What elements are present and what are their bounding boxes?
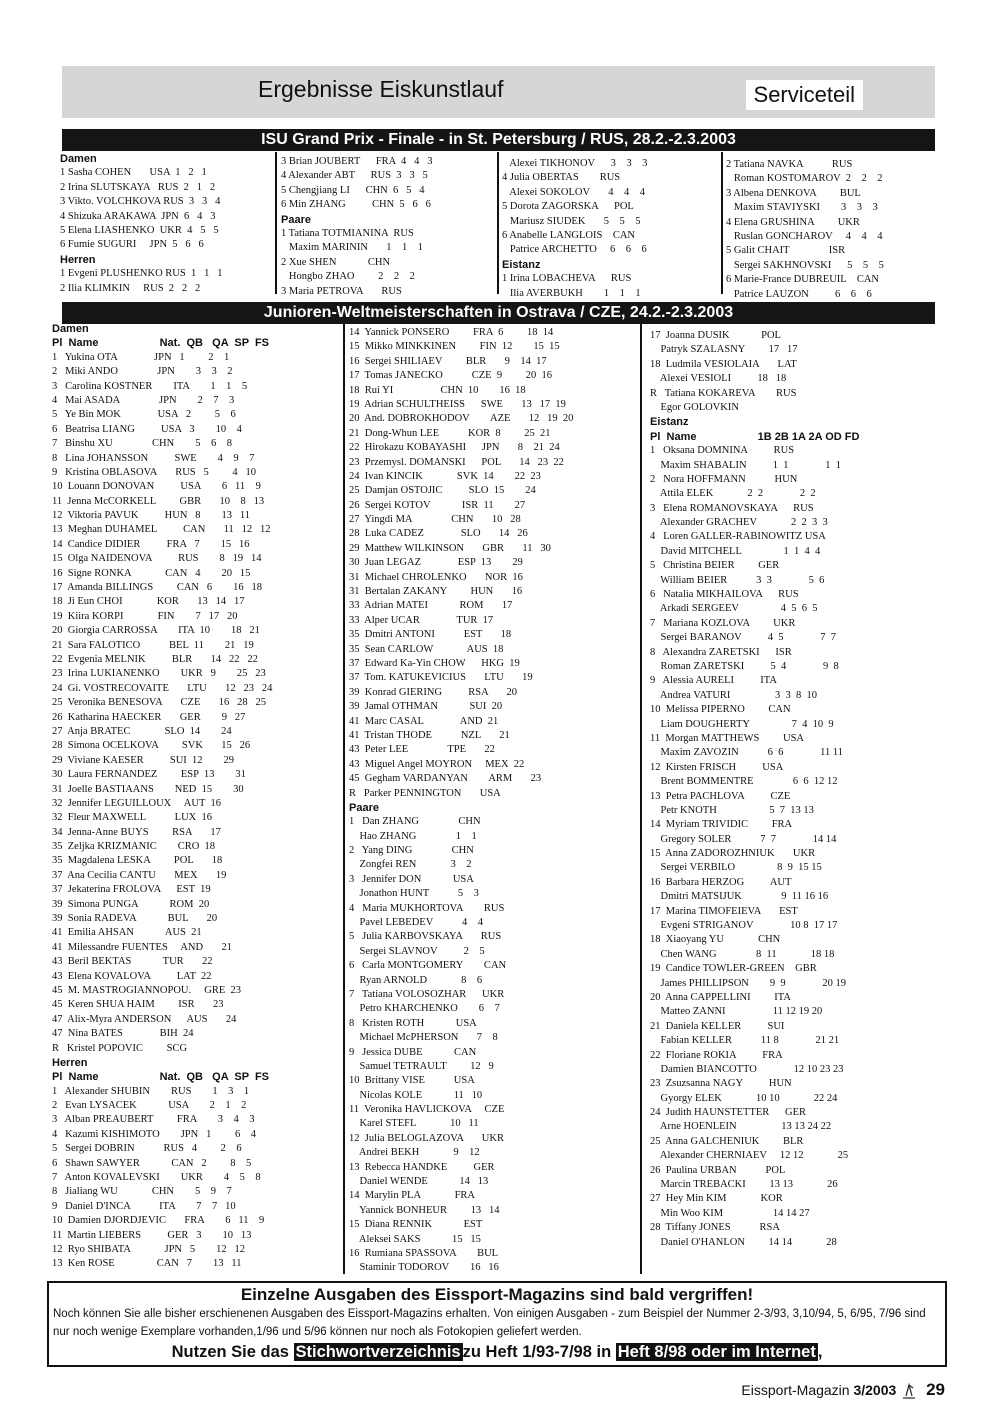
result-row: 24 Gi. VOSTRECOVAITE LTU 12 23 24: [52, 682, 273, 694]
result-row: 6 Fumie SUGURI JPN 5 6 6: [60, 239, 204, 251]
category-heading: Herren: [60, 253, 96, 266]
result-row: 28 Tiffany JONES RSA: [650, 1222, 780, 1234]
result-row: 3 Alban PREAUBERT FRA 3 4 3: [52, 1114, 255, 1126]
gp-column-1: [60, 152, 275, 296]
result-row: R Tatiana KOKAREVA RUS: [650, 387, 797, 399]
result-row: 30 Juan LEGAZ ESP 13 29: [349, 557, 523, 569]
result-row: 7 Tatiana VOLOSOZHAR UKR: [349, 988, 505, 1000]
result-row: 23 Przemysl. DOMANSKI POL 14 23 22: [349, 456, 564, 468]
result-row: 7 Mariana KOZLOVA UKR: [650, 617, 796, 629]
result-row: 7 Binshu XU CHN 5 6 8: [52, 438, 232, 450]
result-row: 22 Hirokazu KOBAYASHI JPN 8 21 24: [349, 442, 560, 454]
result-row: Hao ZHANG 1 1: [349, 830, 477, 842]
result-row: 5 Julia KARBOVSKAYA RUS: [349, 931, 502, 943]
result-row: 23 Zsuzsanna NAGY HUN: [650, 1078, 792, 1090]
result-row: 24 Judith HAUNSTETTER GER: [650, 1107, 807, 1119]
result-row: Alexander GRACHEV 2 2 3 3: [650, 517, 828, 529]
result-row: 6 Beatrisa LIANG USA 3 10 4: [52, 423, 242, 435]
result-row: James PHILLIPSON 9 9 20 19: [650, 977, 846, 989]
result-row: 1 Alexander SHUBIN RUS 1 3 1: [52, 1085, 250, 1097]
result-row: 30 Laura FERNANDEZ ESP 13 31: [52, 769, 246, 781]
result-row: 1 Yukina OTA JPN 1 2 1: [52, 351, 230, 363]
result-row: 24 Ivan KINCIK SVK 14 22 23: [349, 470, 541, 482]
column-divider: [275, 152, 277, 294]
result-row: Damien BIANCOTTO 12 10 23 23: [650, 1063, 844, 1075]
result-row: 15 Anna ZADOROZHNIUK UKR: [650, 848, 816, 860]
jwm-column-2: [349, 326, 637, 1276]
result-row: 13 Petra PACHLOVA CZE: [650, 790, 791, 802]
result-row: 37 Ana Cecilia CANTU MEX 19: [52, 869, 227, 881]
result-row: 35 Zeljka KRIZMANIC CRO 18: [52, 841, 216, 853]
result-row: 2 Ilia KLIMKIN RUS 2 2 2: [60, 282, 201, 294]
result-row: 20 And. DOBROKHODOV AZE 12 19 20: [349, 413, 574, 425]
notice-callout: [49, 1343, 945, 1362]
result-row: 1 Dan ZHANG CHN: [349, 816, 481, 828]
result-row: 10 Melissa PIPERNO CAN: [650, 704, 791, 716]
gp-column-2: [281, 155, 496, 299]
result-row: 12 Ryo SHIBATA JPN 5 12 12: [52, 1244, 246, 1255]
page-title: Ergebnisse Eiskunstlauf: [258, 76, 504, 102]
result-row: Evgeni STRIGANOV 10 8 17 17: [650, 920, 838, 932]
result-row: 16 Sergei SHILIAEV BLR 9 14 17: [349, 355, 547, 367]
result-row: 29 Matthew WILKINSON GBR 11 30: [349, 542, 551, 554]
result-row: 1 Evgeni PLUSHENKO RUS 1 1 1: [60, 268, 223, 280]
result-row: Sergei BARANOV 4 5 7 7: [650, 632, 836, 644]
result-row: 10 Damien DJORDJEVIC FRA 6 11 9: [52, 1215, 265, 1227]
result-row: 41 Emilia AHSAN AUS 21: [52, 927, 202, 939]
notice-title: Einzelne Ausgaben des Eissport-Magazins sind bald vergriffen!: [240, 1285, 754, 1304]
result-row: William BEIER 3 3 5 6: [650, 574, 825, 586]
callout-highlight: Stichwortverzeichnis: [295, 1343, 461, 1361]
result-row: 4 Kazumi KISHIMOTO JPN 1 6 4: [52, 1128, 256, 1140]
result-row: 25 Anna GALCHENIUK BLR: [650, 1135, 804, 1147]
result-row: 2 Xue SHEN CHN: [281, 256, 391, 268]
result-row: 1 Tatiana TOTMIANINA RUS: [281, 227, 414, 239]
result-row: 21 Dong-Whun LEE KOR 8 25 21: [349, 427, 551, 439]
result-row: 1 Oksana DOMNINA RUS: [650, 445, 795, 457]
result-row: 21 Daniela KELLER SUI: [650, 1020, 785, 1032]
result-row: 43 Miguel Angel MOYRON MEX 22: [349, 758, 525, 770]
result-row: Maxim SHABALIN 1 1 1 1: [650, 459, 842, 471]
result-row: 37 Tom. KATUKEVICIUS LTU 19: [349, 672, 533, 684]
result-row: 37 Jekaterina FROLOVA EST 19: [52, 884, 211, 896]
result-row: R Parker PENNINGTON USA: [349, 787, 501, 799]
result-row: 18 Ji Eun CHOI KOR 13 14 17: [52, 596, 245, 608]
result-row: Alexei SOKOLOV 4 4 4: [502, 186, 646, 198]
result-row: Pavel LEBEDEV 4 4: [349, 917, 483, 929]
column-divider: [640, 324, 642, 1274]
result-row: 41 Marc CASAL AND 21: [349, 715, 499, 727]
result-row: 6 Marie-France DUBREUIL CAN: [726, 274, 879, 286]
result-row: 15 Olga NAIDENOVA RUS 8 19 14: [52, 553, 262, 565]
result-row: 12 Julia BELOGLAZOVA UKR: [349, 1132, 504, 1144]
result-row: Marcin TREBACKI 13 13 26: [650, 1179, 838, 1191]
result-row: 45 M. MASTROGIANNOPOU. GRE 23: [52, 984, 242, 996]
callout-text: ,: [817, 1343, 823, 1361]
result-row: 6 Anabelle LANGLOIS CAN: [502, 229, 635, 241]
result-row: 8 Jialiang WU CHN 5 9 7: [52, 1186, 232, 1198]
category-heading: Eistanz: [502, 258, 541, 271]
result-row: 4 Shizuka ARAKAWA JPN 6 4 3: [60, 210, 216, 222]
result-row: Patrice LAUZON 6 6 6: [726, 288, 872, 300]
result-row: Sergei VERBILO 8 9 15 15: [650, 862, 822, 874]
result-row: Andrei BEKH 9 12: [349, 1147, 480, 1159]
result-row: 3 Jennifer DON USA: [349, 873, 474, 885]
result-row: 35 Dmitri ANTONI EST 18: [349, 629, 512, 641]
result-row: Alexei VESIOLI 18 18: [650, 373, 787, 385]
result-row: Min Woo KIM 14 14 27: [650, 1207, 810, 1219]
result-row: 25 Veronika BENESOVA CZE 16 28 25: [52, 697, 266, 709]
skater-logo-icon: [900, 1382, 918, 1400]
column-divider: [497, 152, 499, 294]
result-row: 28 Luka CADEZ SLO 14 26: [349, 528, 528, 540]
result-row: 39 Konrad GIERING RSA 20: [349, 686, 517, 698]
result-row: 3 Brian JOUBERT FRA 4 4 3: [281, 156, 433, 167]
result-row: 14 Myriam TRIVIDIC FRA: [650, 819, 793, 831]
callout-text: zu Heft 1/93-7/98 in: [462, 1343, 612, 1361]
result-row: Daniel WENDE 14 13: [349, 1176, 489, 1188]
result-row: 9 Daniel D'INCA ITA 7 7 10: [52, 1200, 236, 1212]
result-row: 17 Joanna DUSIK POL: [650, 330, 781, 341]
result-row: 16 Barbara HERZOG AUT: [650, 876, 792, 888]
result-row: 15 Diana RENNIK EST: [349, 1219, 483, 1231]
result-row: 26 Paulina URBAN POL: [650, 1164, 786, 1176]
column-divider: [343, 324, 345, 1274]
result-row: 5 Sergei DOBRIN RUS 4 2 6: [52, 1143, 242, 1155]
result-row: 5 Dorota ZAGORSKA POL: [502, 201, 634, 213]
result-row: Alexei TIKHONOV 3 3 3: [502, 158, 648, 169]
result-row: 4 Loren GALLER-RABINOWITZ USA: [650, 531, 826, 543]
result-row: 16 Signe RONKA CAN 4 20 15: [52, 567, 251, 579]
result-row: 43 Elena KOVALOVA LAT 22: [52, 970, 212, 982]
result-row: Petro KHARCHENKO 6 7: [349, 1003, 500, 1015]
jwm-column-1: [52, 322, 342, 1272]
result-row: 17 Tomas JANECKO CZE 9 20 16: [349, 370, 552, 382]
result-row: 41 Milessandre FUENTES AND 21: [52, 941, 232, 953]
gp-column-4: [726, 158, 946, 302]
result-row: 4 Maria MUKHORTOVA RUS: [349, 902, 505, 914]
result-row: 5 Christina BEIER GER: [650, 560, 780, 572]
callout-text: Nutzen Sie das: [171, 1343, 289, 1361]
result-row: 16 Rumiana SPASSOVA BUL: [349, 1248, 499, 1259]
back-issues-notice: [47, 1281, 947, 1367]
result-row: Brent BOMMENTRE 6 6 12 12: [650, 776, 838, 788]
result-row: 4 Mai ASADA JPN 2 7 3: [52, 394, 235, 406]
result-row: 12 Kirsten FRISCH USA: [650, 761, 784, 773]
result-row: Arkadi SERGEEV 4 5 6 5: [650, 603, 818, 615]
result-row: 11 Martin LIEBERS GER 3 10 13: [52, 1229, 252, 1241]
result-row: 32 Fleur MAXWELL LUX 16: [52, 812, 213, 824]
result-row: 27 Anja BRATEC SLO 14 24: [52, 725, 232, 737]
result-row: Ruslan GONCHAROV 4 4 4: [726, 230, 883, 242]
category-heading: Paare: [349, 801, 379, 814]
section-label: Serviceteil: [746, 80, 863, 110]
result-row: 6 Shawn SAWYER CAN 2 8 5: [52, 1157, 252, 1169]
result-row: 2 Nora HOFFMANN HUN: [650, 473, 798, 485]
result-row: Patryk SZALASNY 17 17: [650, 344, 798, 356]
result-row: 18 Rui YI CHN 10 16 18: [349, 384, 526, 396]
result-row: 5 Ye Bin MOK USA 2 5 6: [52, 409, 236, 421]
result-row: 43 Beril BEKTAS TUR 22: [52, 956, 213, 968]
column-divider: [721, 152, 723, 294]
result-row: Sergei SAKHNOVSKI 5 5 5: [726, 259, 884, 271]
gp-title-bar: ISU Grand Prix - Finale - in St. Petersburg / RUS, 28.2.-2.3.2003: [62, 129, 935, 151]
result-row: Yannick BONHEUR 13 14: [349, 1204, 500, 1216]
page-number: 29: [926, 1380, 945, 1399]
result-row: 2 Tatiana NAVKA RUS: [726, 159, 853, 170]
result-row: 5 Chengjiang LI CHN 6 5 4: [281, 184, 425, 196]
result-row: Fabian KELLER 11 8 21 21: [650, 1035, 840, 1047]
result-row: 9 Kristina OBLASOVA RUS 5 4 10: [52, 466, 256, 478]
column-header: Pl Name Nat. QB QA SP FS: [52, 337, 269, 350]
result-row: 25 Damjan OSTOJIC SLO 15 24: [349, 485, 536, 497]
result-row: 3 Maria PETROVA RUS: [281, 285, 402, 297]
result-row: 31 Joelle BASTIAANS NED 15 30: [52, 783, 244, 795]
result-row: Ilia AVERBUKH 1 1 1: [502, 287, 641, 299]
result-row: 4 Alexander ABT RUS 3 3 5: [281, 170, 428, 182]
result-row: 2 Yang DING CHN: [349, 845, 474, 857]
result-row: 13 Ken ROSE CAN 7 13 11: [52, 1258, 242, 1270]
result-row: Staminir TODOROV 16 16: [349, 1262, 499, 1274]
result-row: 19 Kiira KORPI FIN 7 17 20: [52, 610, 238, 622]
result-row: Samuel TETRAULT 12 9: [349, 1060, 494, 1072]
result-row: 45 Keren SHUA HAIM ISR 23: [52, 999, 224, 1011]
result-row: 5 Elena LIASHENKO UKR 4 5 5: [60, 224, 219, 236]
result-row: 19 Candice TOWLER-GREEN GBR: [650, 963, 817, 975]
result-row: 11 Morgan MATTHEWS USA: [650, 732, 804, 744]
magazine-name: Eissport-Magazin: [741, 1382, 850, 1398]
result-row: 26 Sergei KOTOV ISR 11 27: [349, 499, 526, 511]
result-row: 2 Miki ANDO JPN 3 3 2: [52, 366, 233, 378]
result-row: 19 Adrian SCHULTHEISS SWE 13 17 19: [349, 398, 566, 410]
result-row: 26 Katharina HAECKER GER 9 27: [52, 711, 246, 723]
column-header: Pl Name Nat. QB QA SP FS: [52, 1071, 269, 1084]
result-row: Jonathon HUNT 5 3: [349, 888, 479, 900]
result-row: 8 Alexandra ZARETSKI ISR: [650, 646, 792, 658]
result-row: Petr KNOTH 5 7 13 13: [650, 804, 814, 816]
jwm-title-bar: Junioren-Weltmeisterschaften in Ostrava / CZE, 24.2.-2.3.2003: [62, 302, 935, 324]
result-row: Roman KOSTOMAROV 2 2 2: [726, 173, 883, 185]
result-row: 2 Irina SLUTSKAYA RUS 2 1 2: [60, 181, 216, 193]
result-row: 15 Mikko MINKKINEN FIN 12 15 15: [349, 341, 560, 353]
category-heading: Damen: [60, 153, 97, 165]
result-row: 29 Viviane KAESER SUI 12 29: [52, 754, 235, 766]
notice-body: Noch können Sie alle bisher erschienenen Ausgaben des Eissport-Magazins erhalten. Von einigen Ausgaben - zum Beispiel der Nummer 2-3/93, 3,10/94, 5, 6/95, 7/96 sind nur noch wenige Exemplare vorhanden,1/96 und 5/96 können nur noch als Fotokopien geliefert werden.: [53, 1308, 926, 1338]
category-heading: Damen: [52, 323, 89, 335]
result-row: 14 Marylin PLA FRA: [349, 1190, 476, 1202]
result-row: 39 Sonia RADEVA BUL 20: [52, 913, 218, 925]
result-row: 13 Rebecca HANDKE GER: [349, 1161, 495, 1173]
result-row: 8 Lina JOHANSSON SWE 4 9 7: [52, 452, 255, 464]
category-heading: Eistanz: [650, 416, 689, 429]
result-row: 3 Elena ROMANOVSKAYA RUS: [650, 502, 814, 514]
result-row: Hongbo ZHAO 2 2 2: [281, 271, 415, 283]
result-row: 33 Adrian MATEI ROM 17: [349, 600, 513, 612]
result-row: 3 Vikto. VOLCHKOVA RUS 3 3 4: [60, 196, 221, 208]
result-row: 31 Bertalan ZAKANY HUN 16: [349, 586, 523, 598]
result-row: 11 Jenna McCORKELL GBR 10 8 13: [52, 495, 265, 507]
result-row: Maxim ZAVOZIN 6 6 11 11: [650, 747, 843, 759]
result-row: 6 Min ZHANG CHN 5 6 6: [281, 199, 431, 211]
result-row: 31 Michael CHROLENKO NOR 16: [349, 571, 523, 583]
result-row: 14 Yannick PONSERO FRA 6 18 14: [349, 327, 554, 338]
result-row: 8 Kristen ROTH USA: [349, 1017, 477, 1029]
result-row: 10 Louann DONOVAN USA 6 11 9: [52, 481, 261, 493]
header-banner: [62, 66, 935, 118]
result-row: Attila ELEK 2 2 2 2: [650, 488, 816, 500]
result-row: 33 Alper UCAR TUR 17: [349, 614, 494, 626]
result-row: Mariusz SIUDEK 5 5 5: [502, 215, 641, 227]
result-row: 9 Alessia AURELI ITA: [650, 675, 777, 687]
result-row: Ryan ARNOLD 8 6: [349, 974, 483, 986]
result-row: Patrice ARCHETTO 6 6 6: [502, 244, 647, 256]
result-row: 7 Anton KOVALEVSKI UKR 4 5 8: [52, 1172, 261, 1184]
result-row: Chen WANG 8 11 18 18: [650, 948, 835, 960]
result-row: 45 Gegham VARDANYAN ARM 23: [349, 773, 542, 785]
result-row: 47 Alix-Myra ANDERSON AUS 24: [52, 1013, 237, 1025]
result-row: 4 Julia OBERTAS RUS: [502, 172, 621, 184]
result-row: 5 Galit CHAIT ISR: [726, 245, 846, 257]
result-row: 39 Jamal OTHMAN SUI 20: [349, 701, 503, 713]
result-row: 13 Meghan DUHAMEL CAN 11 12 12: [52, 524, 271, 536]
result-row: 17 Marina TIMOFEIEVA EST: [650, 905, 798, 917]
result-row: 35 Magdalena LESKA POL 18: [52, 855, 223, 867]
result-row: 1 Sasha COHEN USA 1 2 1: [60, 167, 207, 179]
result-row: 17 Amanda BILLINGS CAN 6 16 18: [52, 582, 262, 594]
result-row: 4 Elena GRUSHINA UKR: [726, 216, 860, 228]
result-row: Michael McPHERSON 7 8: [349, 1032, 498, 1044]
result-row: 37 Edward Ka-Yin CHOW HKG 19: [349, 657, 520, 669]
result-row: 18 Ludmila VESIOLAIA LAT: [650, 358, 797, 370]
result-row: Gregory SOLER 7 7 14 14: [650, 833, 837, 845]
gp-column-3: [502, 157, 720, 301]
result-row: Roman ZARETSKI 5 4 9 8: [650, 660, 839, 672]
result-row: 27 Yingdi MA CHN 10 28: [349, 514, 521, 526]
result-row: 2 Evan LYSACEK USA 2 1 2: [52, 1100, 247, 1112]
result-row: Karel STEFL 10 11: [349, 1118, 479, 1130]
result-row: 34 Jenna-Anne BUYS RSA 17: [52, 826, 221, 838]
result-row: Egor GOLOVKIN: [650, 401, 739, 413]
column-header: Pl Name 1B 2B 1A 2A OD FD: [650, 430, 860, 443]
jwm-column-3: [650, 329, 950, 1250]
result-row: 23 Irina LUKIANENKO UKR 9 25 23: [52, 668, 266, 680]
result-row: 3 Carolina KOSTNER ITA 1 1 5: [52, 380, 248, 392]
result-row: 6 Carla MONTGOMERY CAN: [349, 960, 507, 972]
result-row: 32 Jennifer LEGUILLOUX AUT 16: [52, 797, 221, 809]
result-row: 12 Viktoria PAVUK HUN 8 13 11: [52, 510, 251, 522]
result-row: Maxim MARININ 1 1 1: [281, 242, 424, 254]
result-row: 11 Veronika HAVLICKOVA CZE: [349, 1104, 505, 1116]
result-row: 20 Anna CAPPELLINI ITA: [650, 991, 791, 1003]
result-row: Arne HOENLEIN 13 13 24 22: [650, 1121, 832, 1133]
result-row: 39 Simona PUNGA ROM 20: [52, 898, 210, 910]
result-row: 28 Simona OCELKOVA SVK 15 26: [52, 740, 251, 752]
result-row: 20 Giorgia CARROSSA ITA 10 18 21: [52, 625, 260, 637]
result-row: 22 Floriane ROKIA FRA: [650, 1049, 783, 1061]
result-row: 43 Peter LEE TPE 22: [349, 744, 495, 756]
issue-number: 3/2003: [853, 1382, 897, 1398]
result-row: Aleksei SAKS 15 15: [349, 1233, 481, 1245]
result-row: 21 Sara FALOTICO BEL 11 21 19: [52, 639, 254, 651]
result-row: Alexander CHERNIAEV 12 12 25: [650, 1150, 849, 1162]
result-row: 3 Albena DENKOVA BUL: [726, 187, 861, 199]
result-row: R Kristel POPOVIC SCG: [52, 1042, 188, 1054]
result-row: Liam DOUGHERTY 7 4 10 9: [650, 718, 834, 730]
result-row: 6 Natalia MIKHAILOVA RUS: [650, 589, 799, 601]
result-row: 1 Irina LOBACHEVA RUS: [502, 273, 632, 285]
result-row: Matteo ZANNI 11 12 19 20: [650, 1006, 823, 1018]
category-heading: Paare: [281, 213, 311, 226]
callout-highlight: Heft 8/98 oder im Internet: [617, 1343, 816, 1361]
result-row: 35 Sean CARLOW AUS 18: [349, 643, 504, 655]
result-row: 14 Candice DIDIER FRA 7 15 16: [52, 538, 250, 550]
result-row: Gyorgy ELEK 10 10 22 24: [650, 1092, 838, 1104]
result-row: 9 Jessica DUBE CAN: [349, 1046, 477, 1058]
result-row: Zongfei REN 3 2: [349, 859, 472, 871]
result-row: 47 Nina BATES BIH 24: [52, 1028, 194, 1040]
page-footer: [741, 1380, 945, 1400]
result-row: Andrea VATURI 3 3 8 10: [650, 689, 818, 701]
category-heading: Herren: [52, 1056, 88, 1069]
result-row: 22 Evgenia MELNIK BLR 14 22 22: [52, 653, 258, 665]
result-row: David MITCHELL 1 1 4 4: [650, 545, 821, 557]
result-row: 18 Xiaoyang YU CHN: [650, 934, 781, 946]
result-row: Nicolas KOLE 11 10: [349, 1089, 483, 1101]
result-row: 41 Tristan THODE NZL 21: [349, 729, 510, 741]
result-row: Dmitri MATSIJUK 9 11 16 16: [650, 891, 829, 903]
result-row: 27 Hey Min KIM KOR: [650, 1193, 783, 1205]
result-row: Maxim STAVIYSKI 3 3 3: [726, 202, 878, 214]
result-row: 10 Brittany VISE USA: [349, 1075, 475, 1087]
result-row: Daniel O'HANLON 14 14 28: [650, 1236, 837, 1248]
result-row: Sergei SLAVNOV 2 5: [349, 945, 485, 957]
